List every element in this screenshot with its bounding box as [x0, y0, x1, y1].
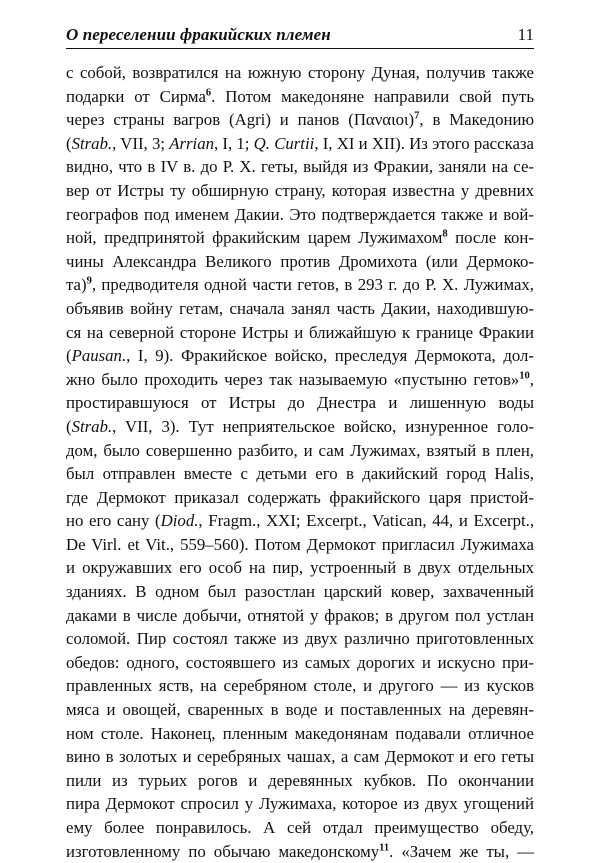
text-line: [66, 415, 534, 439]
footnote-marker: 8: [442, 228, 448, 240]
citation-italic: Pausan.: [71, 346, 127, 366]
text-run: географов под именем Дакии. Это подтверждается также и вой-: [66, 204, 534, 224]
text-line: [66, 179, 534, 203]
text-line: [66, 627, 534, 651]
text-run: после кон-: [447, 228, 534, 248]
text-run: через страны вагров (Agri) и панов (Παναιοι): [66, 110, 415, 130]
body-text: [66, 61, 534, 863]
text-run: зданиях. В одном был разостлан царский ковер, захваченный: [66, 582, 534, 602]
text-run: был отправлен вместе с детьми его в дакийский город Halis,: [66, 464, 534, 484]
text-line: [66, 580, 534, 604]
text-run: где Дермокот приказал содержать фракийского царя пристой-: [66, 487, 534, 507]
text-run: , Fragm., XXI; Excerpt., Vatican, 44, и Excerpt.,: [198, 511, 535, 531]
text-run: объявив войну гетам, сначала занял часть Дакии, находившую-: [66, 298, 534, 318]
text-line: [66, 769, 534, 793]
text-run: обедов: одного, состоявшего из самых дорогих и искусно при-: [66, 652, 534, 672]
text-run: , I, XI и XII). Из этого рассказа: [314, 133, 534, 153]
text-run: даками в числе добычи, отнятой у фраков; в другом пол устлан: [66, 605, 534, 625]
text-line: [66, 439, 534, 463]
text-run: вер от Истры ту обширную страну, которая известна у древних: [66, 180, 534, 200]
text-run: ном столе. Наконец, пленным македонянам подавали отличное: [66, 723, 534, 743]
text-line: [66, 509, 534, 533]
text-line: [66, 108, 534, 132]
text-run: изготовленному по обычаю македонскому: [66, 841, 380, 861]
text-run: , VII, 3;: [112, 133, 170, 153]
text-run: та): [66, 275, 87, 295]
text-line: [66, 816, 534, 840]
text-run: , I, 9). Фракийское войско, преследуя Дермокота, дол-: [126, 346, 534, 366]
text-line: [66, 792, 534, 816]
citation-italic: Strab.: [71, 133, 113, 153]
text-run: подарки от Сирма: [66, 86, 206, 106]
text-line: [66, 604, 534, 628]
text-run: ему более понравилось. А сей отдал преимущество обеду,: [66, 818, 534, 837]
text-run: (: [66, 346, 72, 366]
text-run: , предводителя одной части гетов, в 293 г. до Р. Х. Лужимах,: [91, 275, 534, 295]
text-run: чины Александра Великого против Дромихота (или Дермоко-: [66, 251, 534, 271]
text-run: пили из турьих рогов и деревянных кубков. По окончании: [66, 770, 534, 790]
text-run: , I, 1;: [214, 133, 254, 153]
text-run: правленных яств, на серебряном столе, и другого — из кусков: [66, 676, 534, 696]
text-line: [66, 297, 534, 321]
running-header: [66, 24, 534, 49]
footnote-marker: 11: [379, 842, 390, 853]
text-line: [66, 533, 534, 557]
text-run: , в Македонию: [419, 110, 534, 130]
text-run: (: [66, 133, 72, 153]
text-line: [66, 840, 534, 863]
text-run: (: [66, 416, 72, 436]
text-line: [66, 556, 534, 580]
text-run: простиравшуюся от Истры до Днестра и лишенную воды: [66, 393, 534, 413]
text-line: [66, 250, 534, 274]
text-line: [66, 155, 534, 179]
running-title: О переселении фракийских племен: [66, 25, 331, 44]
text-line: [66, 486, 534, 510]
text-run: видно, что в IV в. до Р. Х. геты, выйдя из Фракии, заняли на се-: [66, 157, 534, 177]
footnote-marker: 7: [414, 110, 420, 122]
text-run: пира Дермокот спросил у Лужимаха, которое из двух угощений: [66, 794, 534, 814]
text-run: ся на северной стороне Истры и ближайшую к границе Фракии: [66, 322, 534, 342]
text-line: [66, 745, 534, 769]
text-run: дом, было совершенно разбито, и сам Лужимах, взятый в плен,: [66, 440, 534, 460]
text-run: . Потом македоняне направили свой путь: [211, 86, 534, 106]
text-run: , VII, 3). Тут неприятельское войско, изнуренное голо-: [112, 416, 534, 436]
text-line: [66, 698, 534, 722]
footnote-marker: 6: [205, 87, 212, 98]
text-line: [66, 368, 534, 392]
text-line: [66, 226, 534, 250]
text-line: [66, 273, 534, 297]
text-line: [66, 61, 534, 85]
citation-italic: Arrian: [169, 133, 214, 153]
text-line: [66, 203, 534, 227]
text-run: De Virl. et Vit., 559–560). Потом Дермокот пригласил Лужимаха: [66, 534, 534, 554]
text-line: [66, 674, 534, 698]
text-run: ,: [529, 369, 534, 389]
text-run: и окружавших его особ на пир, устроенный в двух отдельных: [66, 558, 534, 578]
text-run: с собой, возвратился на южную сторону Дуная, получив также: [66, 63, 534, 82]
text-run: мяса и овощей, сваренных в воде и поставленных на деревян-: [66, 700, 534, 720]
page-number: 11: [517, 25, 534, 44]
text-run: вино в золотых и серебряных чашах, а сам Дермокот и его геты: [66, 747, 534, 767]
citation-italic: Q. Curtii: [253, 133, 315, 153]
text-line: [66, 321, 534, 345]
citation-italic: Diod.: [160, 511, 199, 531]
text-run: . «Зачем же ты, —: [389, 841, 534, 861]
footnote-marker: 10: [519, 370, 530, 382]
text-run: соломой. Пир состоял также из двух различно приготовленных: [66, 629, 534, 649]
text-run: ной, предпринятой фракийским царем Лужимахом: [66, 228, 443, 248]
text-run: но его сану (: [66, 511, 161, 531]
citation-italic: Strab.: [71, 416, 113, 436]
text-line: [66, 85, 534, 109]
text-line: [66, 651, 534, 675]
text-line: [66, 462, 534, 486]
footnote-marker: 9: [86, 275, 92, 287]
text-line: [66, 344, 534, 368]
text-run: жно было проходить через так называемую «пустыню гетов»: [66, 369, 520, 389]
text-line: [66, 722, 534, 746]
text-line: [66, 391, 534, 415]
text-line: [66, 132, 534, 156]
